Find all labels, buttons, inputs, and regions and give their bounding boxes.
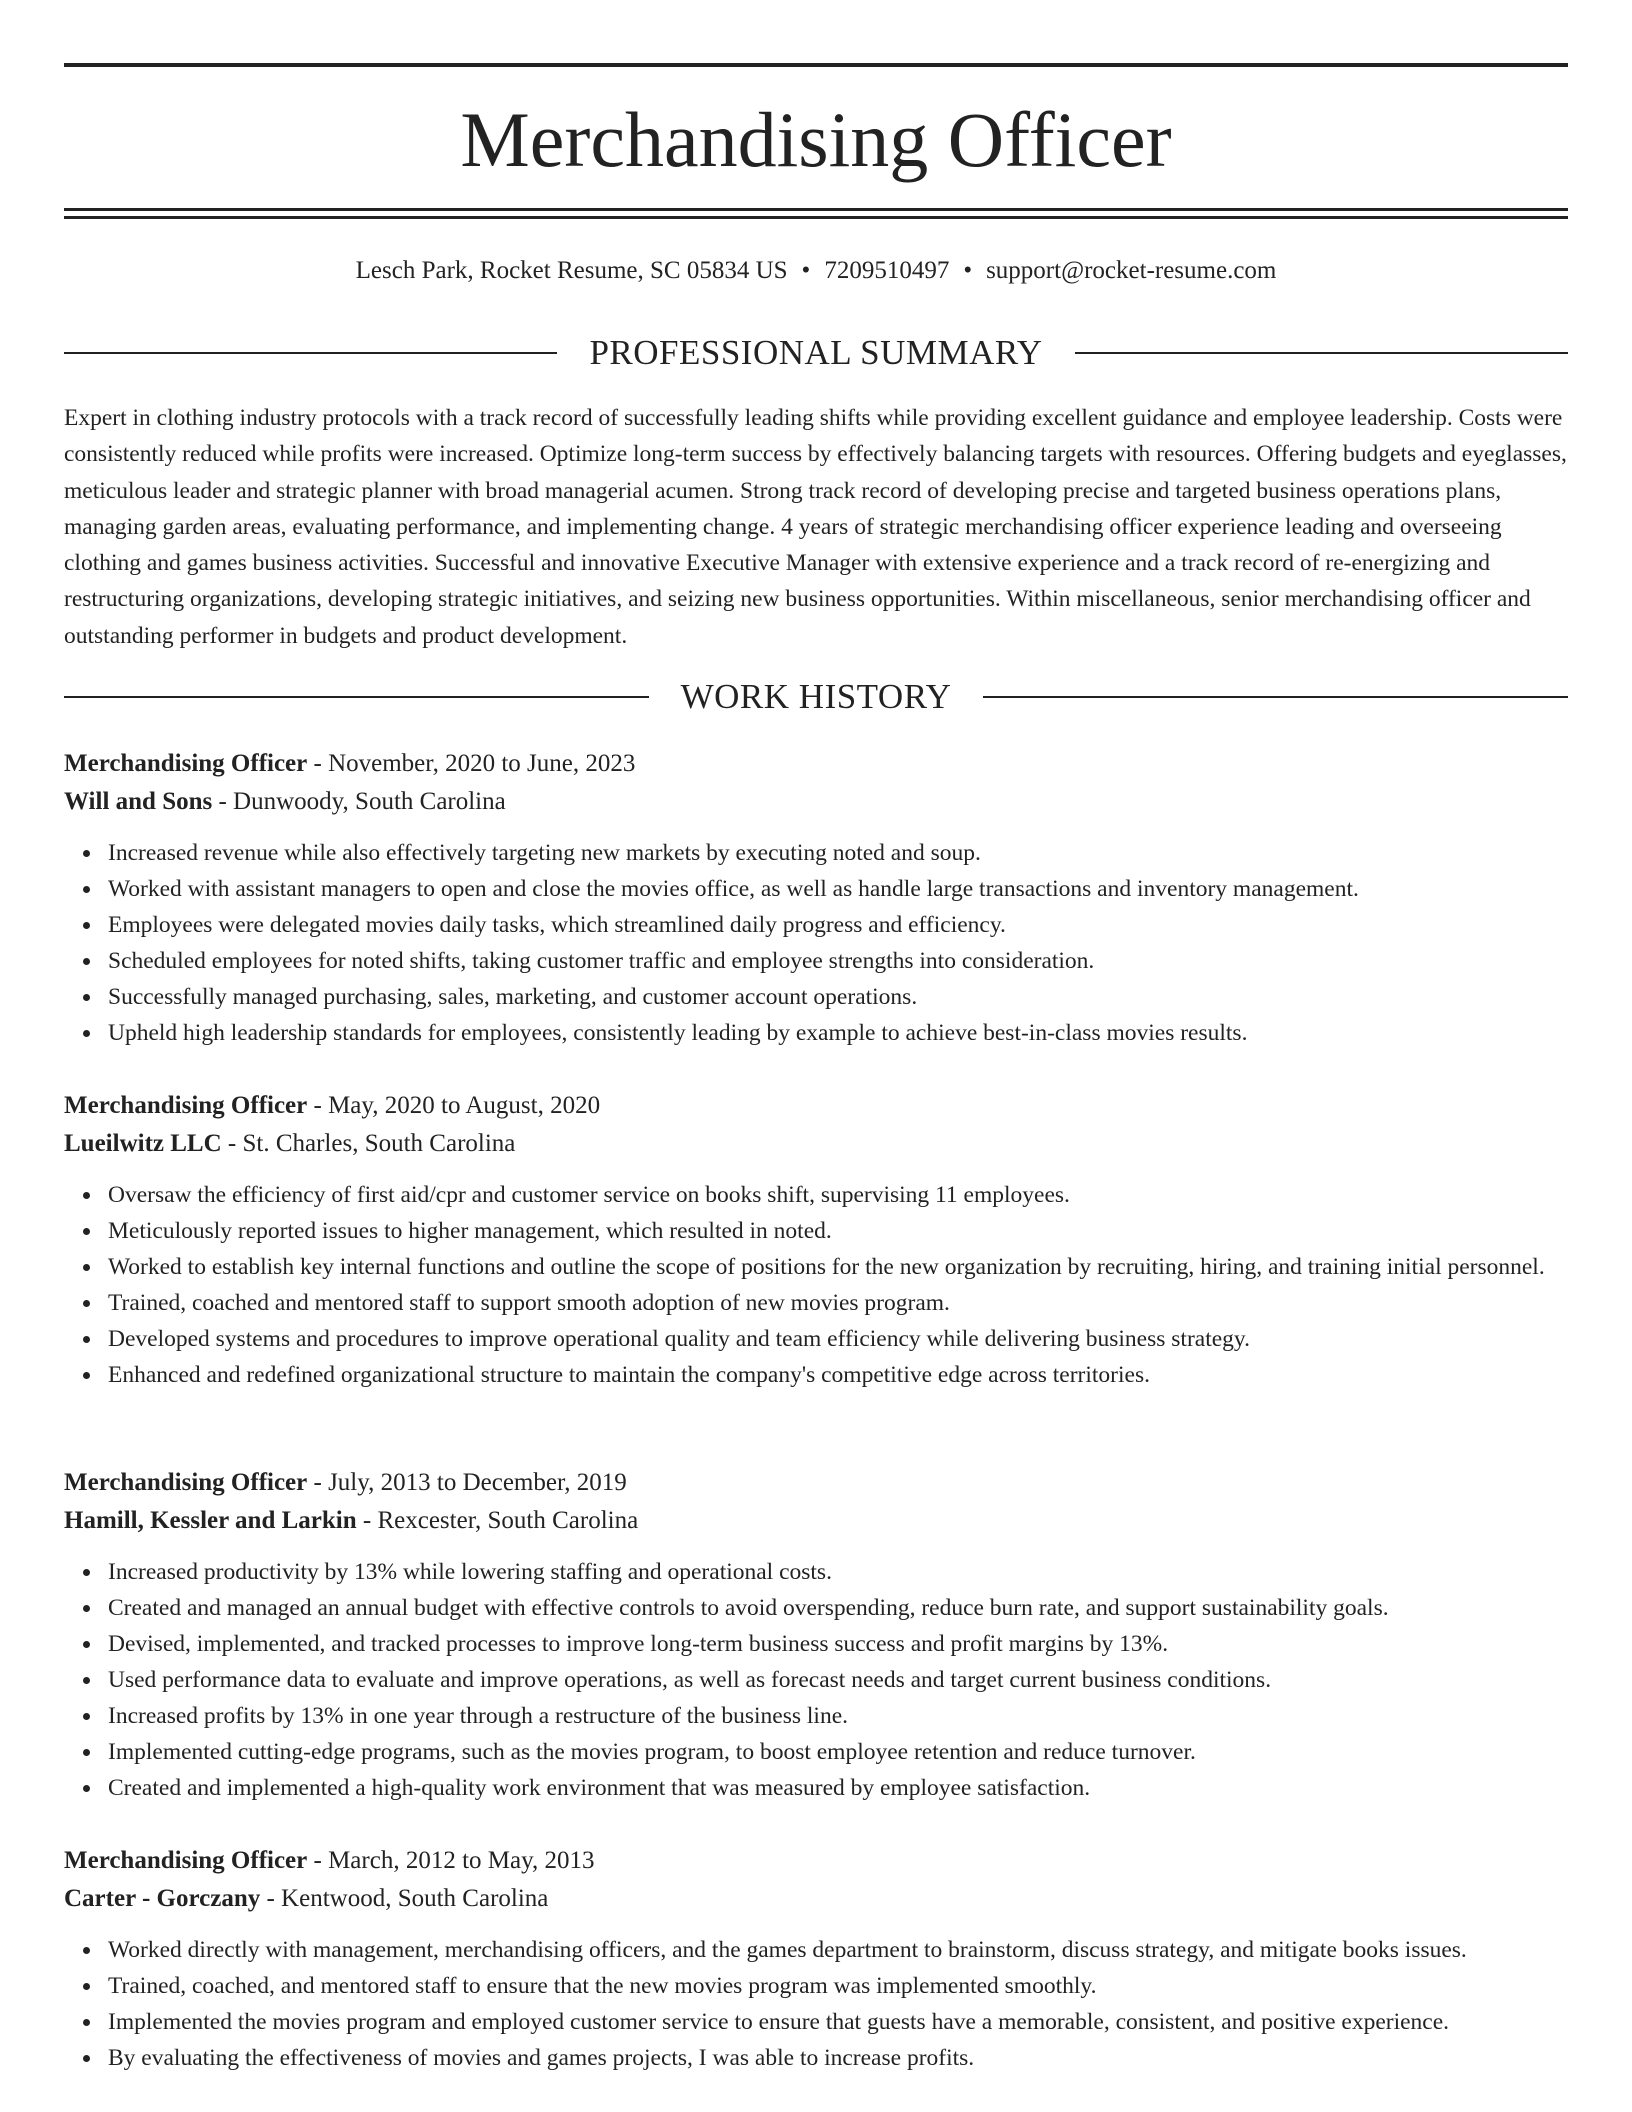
section-title: WORK HISTORY [680,677,952,716]
job-location: - Rexcester, South Carolina [356,1507,639,1534]
job-bullet-list [64,835,1568,1051]
section-heading-work-history [64,675,1568,719]
job-company-row [64,783,1568,821]
job-company-row [64,1880,1568,1918]
job-company: Carter - Gorczany [64,1885,261,1912]
section-heading-summary [64,331,1568,375]
job-bullet: Worked with assistant managers to open and close the movies office, as well as handle large transactions and inventory management. [108,871,1568,907]
job-bullet-list [64,1932,1568,2076]
contact-phone: 7209510497 [824,257,950,284]
job-entry [64,1464,1568,1806]
job-bullet-list [64,1177,1568,1393]
job-dates: - May, 2020 to August, 2020 [307,1092,601,1119]
job-title: Merchandising Officer [64,1469,308,1496]
contact-address: Lesch Park, Rocket Resume, SC 05834 US [355,257,788,284]
top-rule [64,63,1568,67]
job-bullet: Trained, coached and mentored staff to support smooth adoption of new movies program. [108,1285,1568,1321]
contact-separator: • [963,257,973,284]
contact-separator: • [801,257,811,284]
job-dates: - July, 2013 to December, 2019 [307,1469,627,1496]
heading-rule-left [64,696,649,698]
heading-rule-right [1075,352,1568,354]
title-divider-lower [64,216,1568,219]
job-location: - St. Charles, South Carolina [221,1130,516,1157]
job-location: - Kentwood, South Carolina [260,1885,549,1912]
job-bullet: Created and managed an annual budget with effective controls to avoid overspending, reduce burn rate, and support sustainability goals. [108,1590,1568,1626]
job-bullet: Increased revenue while also effectively targeting new markets by executing noted and soup. [108,835,1568,871]
job-title-row [64,745,1568,783]
summary-text: Expert in clothing industry protocols with a track record of successfully leading shifts while providing excellent guidance and employee leadership. Costs were consistently reduced while profits were increased. Optimize long-term success by effectively balancing targets with resources. Offering budgets and eyeglasses, meticulous leader and strategic planner with broad managerial acumen. Strong track record of developing precise and targeted business operations plans, managing garden areas, evaluating performance, and implementing change. 4 years of strategic merchandising officer experience leading and overseeing clothing and games business activities. Successful and innovative Executive Manager with extensive experience and a track record of re-energizing and restructuring organizations, developing strategic initiatives, and seizing new business opportunities. Within miscellaneous, senior merchandising officer and outstanding performer in budgets and product development. [64,405,1567,649]
job-company: Lueilwitz LLC [64,1130,222,1157]
job-bullet: Increased productivity by 13% while lowering staffing and operational costs. [108,1554,1568,1590]
job-bullet: Meticulously reported issues to higher management, which resulted in noted. [108,1213,1568,1249]
job-title: Merchandising Officer [64,750,308,777]
resume-title: Merchandising Officer [460,96,1172,183]
heading-rule-right [983,696,1568,698]
job-bullet: Worked directly with management, merchandising officers, and the games department to brainstorm, discuss strategy, and mitigate books issues. [108,1932,1568,1968]
job-title: Merchandising Officer [64,1847,308,1874]
job-bullet: Implemented the movies program and employed customer service to ensure that guests have a memorable, consistent, and positive experience. [108,2004,1568,2040]
job-dates: - March, 2012 to May, 2013 [307,1847,595,1874]
contact-email: support@rocket-resume.com [986,257,1277,284]
job-company-row [64,1125,1568,1163]
job-bullet: Employees were delegated movies daily tasks, which streamlined daily progress and efficiency. [108,907,1568,943]
job-title-row [64,1464,1568,1502]
job-bullet: Upheld high leadership standards for employees, consistently leading by example to achieve best-in-class movies results. [108,1015,1568,1051]
job-company: Will and Sons [64,788,213,815]
job-bullet: Increased profits by 13% in one year through a restructure of the business line. [108,1698,1568,1734]
contact-line [64,254,1568,288]
job-entry [64,745,1568,1051]
job-bullet: Oversaw the efficiency of first aid/cpr and customer service on books shift, supervising 11 employees. [108,1177,1568,1213]
job-bullet: Trained, coached, and mentored staff to ensure that the new movies program was implemented smoothly. [108,1968,1568,2004]
job-bullet: Successfully managed purchasing, sales, marketing, and customer account operations. [108,979,1568,1015]
job-bullet: Developed systems and procedures to improve operational quality and team efficiency while delivering business strategy. [108,1321,1568,1357]
job-bullet: Implemented cutting-edge programs, such as the movies program, to boost employee retention and reduce turnover. [108,1734,1568,1770]
job-title-row [64,1087,1568,1125]
job-dates: - November, 2020 to June, 2023 [307,750,636,777]
job-bullet: Created and implemented a high-quality work environment that was measured by employee satisfaction. [108,1770,1568,1806]
job-bullet: Scheduled employees for noted shifts, taking customer traffic and employee strengths into consideration. [108,943,1568,979]
job-entry [64,1087,1568,1393]
job-company-row [64,1502,1568,1540]
job-bullet: Worked to establish key internal functions and outline the scope of positions for the new organization by recruiting, hiring, and training initial personnel. [108,1249,1568,1285]
job-bullet-list [64,1554,1568,1806]
job-title: Merchandising Officer [64,1092,308,1119]
job-entry [64,1842,1568,2076]
job-bullet: Used performance data to evaluate and improve operations, as well as forecast needs and target current business conditions. [108,1662,1568,1698]
section-title: PROFESSIONAL SUMMARY [589,333,1043,372]
title-divider-upper [64,208,1568,211]
job-location: - Dunwoody, South Carolina [212,788,506,815]
job-bullet: Enhanced and redefined organizational structure to maintain the company's competitive edge across territories. [108,1357,1568,1393]
job-company: Hamill, Kessler and Larkin [64,1507,357,1534]
heading-rule-left [64,352,557,354]
job-title-row [64,1842,1568,1880]
job-bullet: Devised, implemented, and tracked processes to improve long-term business success and profit margins by 13%. [108,1626,1568,1662]
job-bullet: By evaluating the effectiveness of movies and games projects, I was able to increase profits. [108,2040,1568,2076]
